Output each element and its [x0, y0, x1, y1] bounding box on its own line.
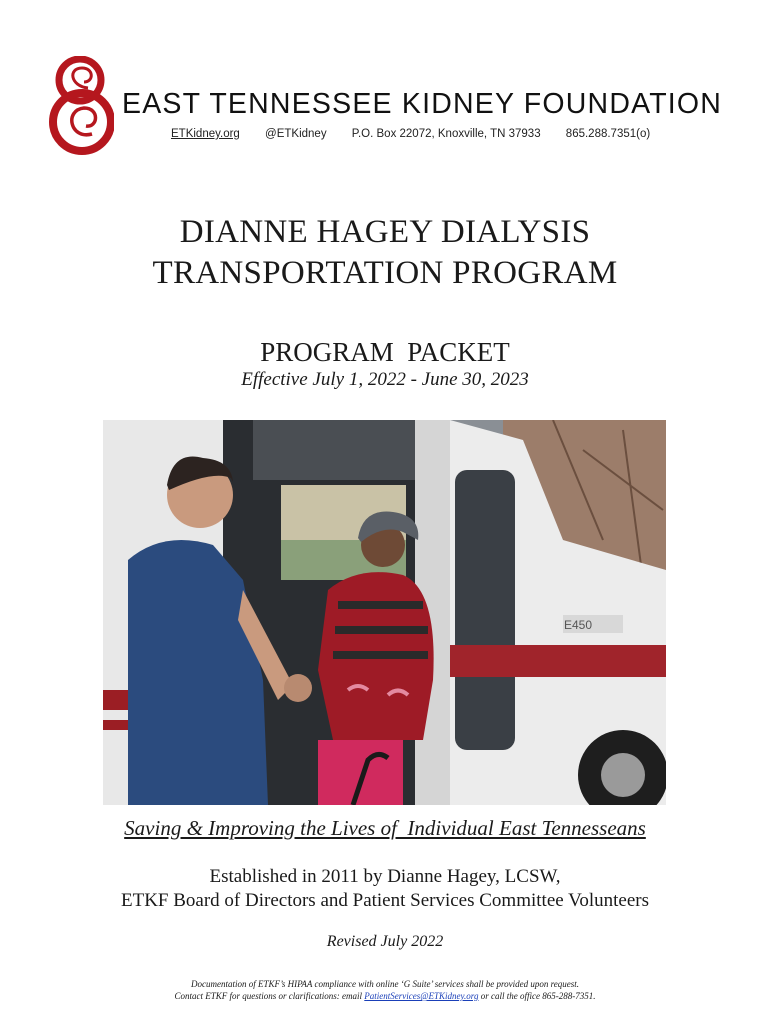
established-line-2: ETKF Board of Directors and Patient Services Committee Volunteers [120, 890, 650, 911]
photo-illustration [103, 420, 666, 805]
patient-services-email-link[interactable]: PatientServices@ETKidney.org [364, 991, 479, 1001]
social-handle: @ETKidney [265, 128, 327, 140]
footer-contact-suffix: or call the office 865-288-7351. [478, 991, 596, 1001]
footer-line-2 [0, 990, 770, 1002]
cover-photo [103, 420, 666, 805]
footer-contact-prefix: Contact ETKF for questions or clarifications: email [174, 991, 365, 1001]
contact-line [171, 128, 672, 140]
tagline: Saving & Improving the Lives of Individual East Tennesseans [124, 816, 646, 840]
revision-date: Revised July 2022 [326, 933, 444, 950]
document-title [0, 212, 770, 294]
footer-line-1: Documentation of ETKF’s HIPAA compliance with online ‘G Suite’ services shall be provided upon request. [190, 979, 580, 989]
phone-number: 865.288.7351(o) [565, 128, 651, 140]
etkf-logo [48, 56, 114, 156]
letterhead [48, 56, 728, 156]
van-badge: E450 [564, 618, 593, 632]
mailing-address: P.O. Box 22072, Knoxville, TN 37933 [351, 128, 541, 140]
website-link[interactable]: ETKidney.org [171, 128, 240, 140]
established-statement [0, 865, 770, 913]
footer-note [0, 978, 770, 1002]
program-packet-heading: PROGRAM PACKET [260, 337, 510, 367]
effective-dates: Effective July 1, 2022 - June 30, 2023 [241, 369, 529, 390]
established-line-1: Established in 2011 by Dianne Hagey, LCSW, [209, 866, 561, 887]
title-line-1: DIANNE HAGEY DIALYSIS [179, 214, 591, 250]
title-line-2: TRANSPORTATION PROGRAM [152, 255, 618, 291]
organization-name: EAST TENNESSEE KIDNEY FOUNDATION [122, 88, 723, 120]
